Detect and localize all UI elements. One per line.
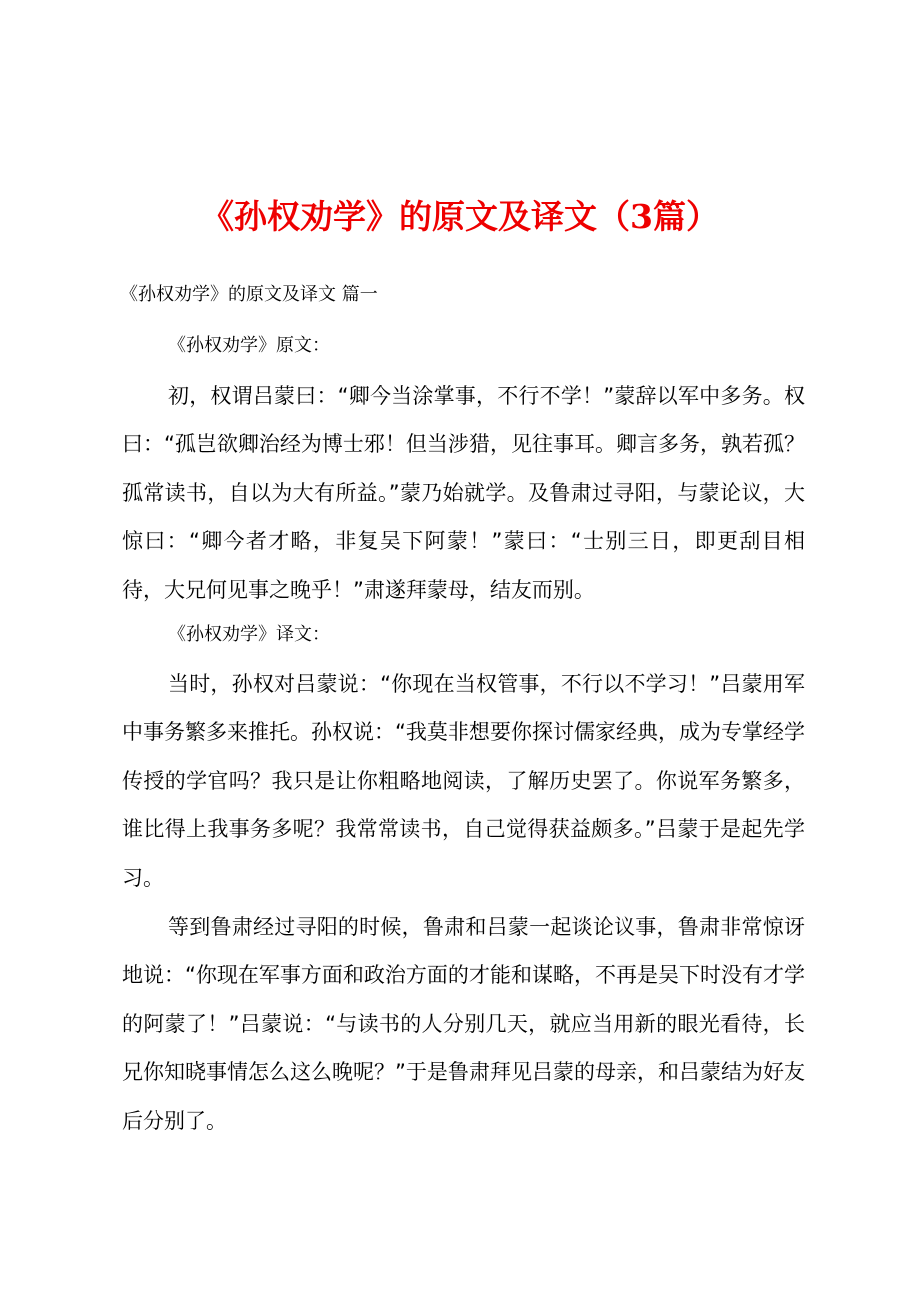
translation-label: 《孙权劝学》译文： [168, 624, 330, 645]
original-label: 《孙权劝学》原文： [168, 335, 330, 356]
section-heading: 《孙权劝学》的原文及译文 篇一 [120, 284, 378, 305]
translation-paragraph-2: 等到鲁肃经过寻阳的时候，鲁肃和吕蒙一起谈论议事，鲁肃非常惊讶地说：“你现在军事方面和政治方面的才能和谋略，不再是吴下时没有才学的阿蒙了！”吕蒙说：“与读书的人分别几天，就应当用新的眼光看待，长兄你知晓事情怎么这么晚呢？”于是鲁肃拜见吕蒙的母亲，和吕蒙结为好友后分别了。 [122, 915, 805, 1133]
original-text-paragraph: 初，权谓吕蒙曰：“卿今当涂掌事，不行不学！”蒙辞以军中多务。权曰：“孤岂欲卿治经为博士邪！但当涉猎，见往事耳。卿言多务，孰若孤？孤常读书，自以为大有所益。”蒙乃始就学。及鲁肃过寻阳，与蒙论议，大惊曰：“卿今者才略，非复吴下阿蒙！”蒙曰：“士别三日，即更刮目相待，大兄何见事之晚乎！”肃遂拜蒙母，结友而别。 [122, 384, 805, 602]
document-title: 《孙权劝学》的原文及译文（3篇） [201, 197, 719, 236]
translation-paragraph-1: 当时，孙权对吕蒙说：“你现在当权管事，不行以不学习！”吕蒙用军中事务繁多来推托。孙权说：“我莫非想要你探讨儒家经典，成为专掌经学传授的学官吗？我只是让你粗略地阅读，了解历史罢了。你说军务繁多，谁比得上我事务多呢？我常常读书，自己觉得获益颇多。”吕蒙于是起先学习。 [122, 672, 805, 890]
